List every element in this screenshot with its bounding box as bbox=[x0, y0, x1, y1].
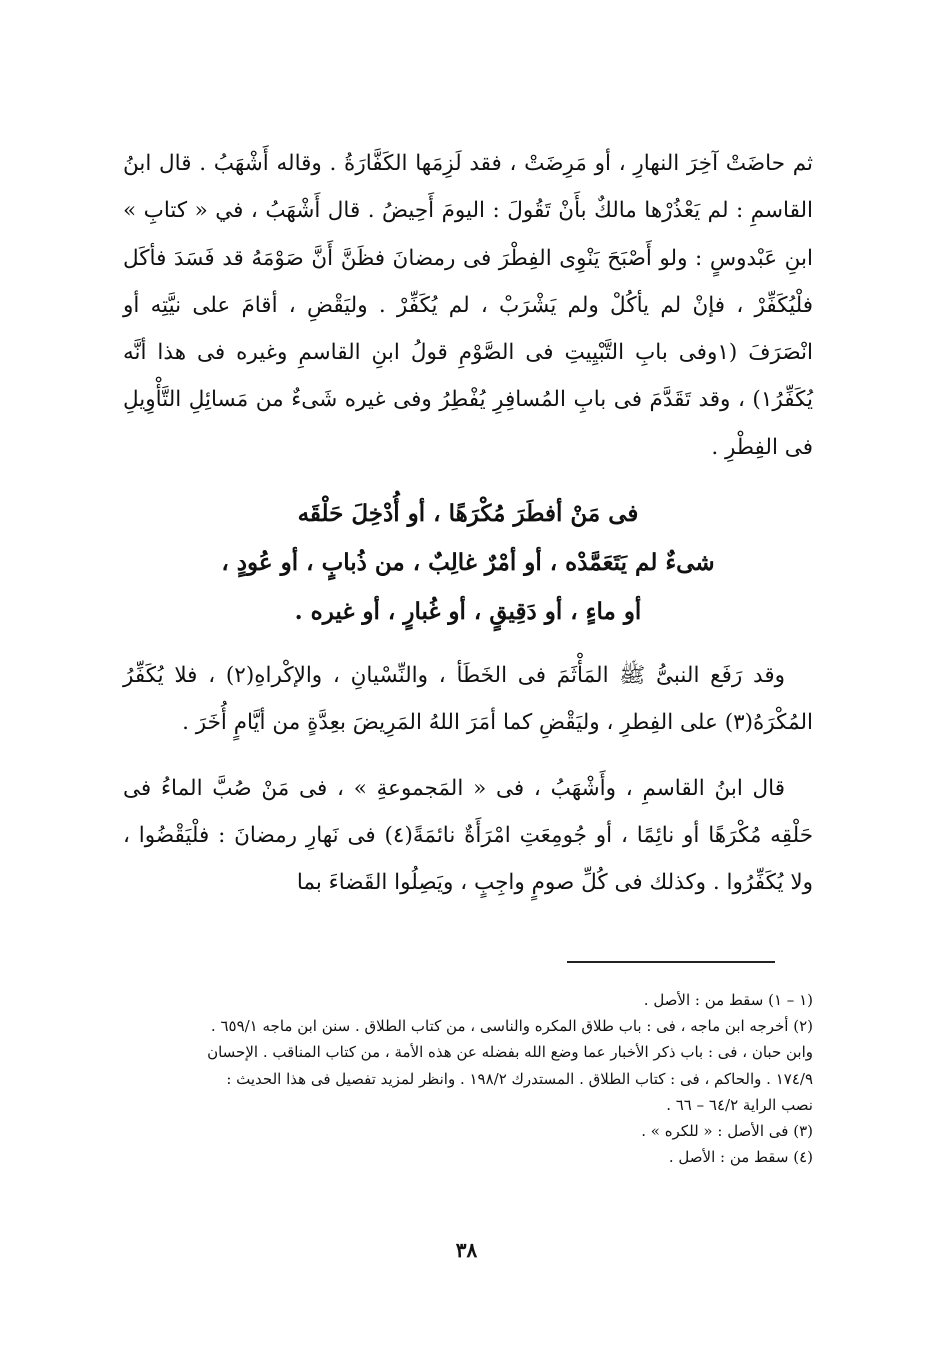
main-text bbox=[123, 140, 813, 907]
heading-line-1: فى مَنْ أفطَرَ مُكْرَهًا ، أو أُدْخِلَ حَلْقَه bbox=[297, 500, 639, 528]
paragraph-3: قال ابنُ القاسمِ ، وأَشْهَبُ ، فى « المَجموعةِ » ، فى مَنْ صُبَّ الماءُ فى حَلْقِه مُكْرَهًا أو نائِمًا ، أو جُومِعَتِ امْرَأَةٌ نائمَةً(٤) فى نَهارِ رمضانَ : فلْيَقْضُوا ، ولا يُكَفِّرُوا . وكذلك فى كُلِّ صومٍ واجِبٍ ، ويَصِلُوا القَضاءَ بما bbox=[123, 775, 813, 896]
heading-line-2: شىءٌ لم يَتَعَمَّدْه ، أو أمْرٌ غالِبٌ ، من ذُبابٍ ، أو عُودٍ ، bbox=[221, 549, 715, 577]
page-number: ٣٨ bbox=[455, 1238, 478, 1262]
footnote-divider bbox=[567, 961, 775, 963]
footnote-line: وابن حبان ، فى : باب ذكر الأخبار عما وضع الله بفضله عن هذه الأمة ، من كتاب المناقب . الإحسان bbox=[207, 1043, 813, 1062]
heading-line-3: أو ماءٍ ، أو دَقِيقٍ ، أو غُبارٍ ، أو غيره . bbox=[294, 598, 642, 626]
paragraph-1: ثم حاضَتْ آخِرَ النهارِ ، أو مَرِضَتْ ، فقد لَزِمَها الكَفَّارَةُ . وقاله أَشْهَبُ . قال ابنُ القاسمِ : لم يَعْذُرْها مالكٌ بأَنْ تَقُولَ : اليومَ أَحِيضُ . قال أَشْهَبُ ، في « كتابِ » ابنِ عَبْدوسٍ : ولو أَصْبَحَ يَنْوِى الفِطْرَ فى رمضانَ فظَنَّ أَنَّ صَوْمَهُ قد فَسَدَ فأكَل فلْيُكَفِّرْ ، فإنْ لم يأكُلْ ولم يَشْرَبْ ، لم يُكَفِّرْ . وليَقْضِ ، أقامَ على نيَّتِه أو انْصَرَفَ (١وفى بابِ التَّبْيِيتِ فى الصَّوْمِ قولُ ابنِ القاسمِ وغيره فى هذا أنَّه يُكَفِّرُ١) ، وقد تَقَدَّمَ فى بابِ المُسافِرِ يُفْطِرُ وفى غيره شَىءٌ من مَسائِلِ التَّأْوِيلِ فى الفِطْرِ . bbox=[123, 151, 813, 460]
section-heading bbox=[123, 489, 813, 636]
footnote-line: (٤) سقط من : الأصل . bbox=[668, 1148, 813, 1167]
footnotes bbox=[113, 987, 813, 1170]
paragraph-2: وقد رَفَع النبىُّ ﷺ المَأْثَمَ فى الخَطَأ ، والنِّسْيانِ ، والإكْراهِ(٢) ، فلا يُكَفِّرُ المُكْرَهُ(٣) على الفِطرِ ، وليَقْضِ كما أمَرَ اللهُ المَرِيضَ بعِدَّةٍ من أيَّامٍ أُخَرَ . bbox=[123, 663, 813, 736]
footnote-line: (٢) أخرجه ابن ماجه ، فى : باب طلاق المكره والناسى ، من كتاب الطلاق . سنن ابن ماجه ٦٥٩/١ . bbox=[210, 1017, 813, 1036]
footnote-line: (٣) فى الأصل : « للكره » . bbox=[641, 1122, 813, 1141]
footnote-line: (١ – ١) سقط من : الأصل . bbox=[643, 991, 813, 1009]
footnote-line: نصب الراية ٦٤/٢ – ٦٦ . bbox=[666, 1095, 813, 1114]
footnote-line: ١٧٤/٩ . والحاكم ، فى : كتاب الطلاق . المستدرك ١٩٨/٢ . وانظر لمزيد تفصيل فى هذا الحديث : bbox=[226, 1069, 813, 1088]
